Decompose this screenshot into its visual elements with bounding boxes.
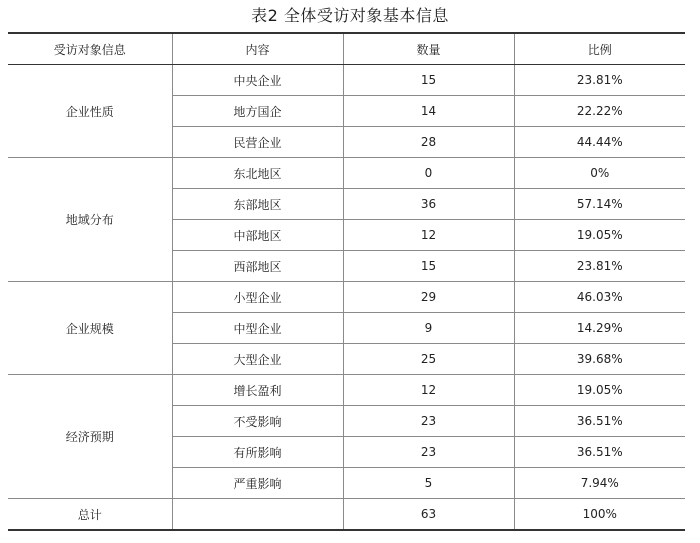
count-cell: 0 (343, 158, 514, 189)
count-cell: 15 (343, 251, 514, 282)
count-cell: 23 (343, 437, 514, 468)
table-row (8, 375, 685, 406)
category-cell: 地域分布 (8, 158, 172, 282)
ratio-cell: 19.05% (514, 220, 685, 251)
item-cell: 中部地区 (172, 220, 343, 251)
total-row (8, 499, 685, 531)
total-label-cell: 总计 (8, 499, 172, 531)
count-cell: 28 (343, 127, 514, 158)
ratio-cell: 22.22% (514, 96, 685, 127)
header-ratio: 比例 (514, 33, 685, 65)
count-cell: 25 (343, 344, 514, 375)
item-cell: 严重影响 (172, 468, 343, 499)
count-cell: 12 (343, 220, 514, 251)
item-cell: 中型企业 (172, 313, 343, 344)
header-row (8, 33, 685, 65)
table-caption: 表2 全体受访对象基本信息 (251, 6, 449, 25)
table-row (8, 158, 685, 189)
ratio-cell: 0% (514, 158, 685, 189)
ratio-cell: 44.44% (514, 127, 685, 158)
category-cell: 企业规模 (8, 282, 172, 375)
total-count-cell: 63 (343, 499, 514, 531)
count-cell: 9 (343, 313, 514, 344)
item-cell: 增长盈利 (172, 375, 343, 406)
ratio-cell: 19.05% (514, 375, 685, 406)
item-cell: 西部地区 (172, 251, 343, 282)
item-cell: 民营企业 (172, 127, 343, 158)
item-cell: 东北地区 (172, 158, 343, 189)
count-cell: 29 (343, 282, 514, 313)
item-cell: 有所影响 (172, 437, 343, 468)
item-cell: 东部地区 (172, 189, 343, 220)
respondent-info-table (8, 32, 685, 531)
item-cell: 中央企业 (172, 65, 343, 96)
count-cell: 5 (343, 468, 514, 499)
ratio-cell: 23.81% (514, 65, 685, 96)
count-cell: 14 (343, 96, 514, 127)
ratio-cell: 46.03% (514, 282, 685, 313)
header-respondent-info: 受访对象信息 (8, 33, 172, 65)
ratio-cell: 36.51% (514, 437, 685, 468)
count-cell: 12 (343, 375, 514, 406)
table-row (8, 65, 685, 96)
header-content: 内容 (172, 33, 343, 65)
header-count: 数量 (343, 33, 514, 65)
total-item-cell (172, 499, 343, 531)
total-ratio-cell: 100% (514, 499, 685, 531)
table-row (8, 282, 685, 313)
ratio-cell: 36.51% (514, 406, 685, 437)
category-cell: 经济预期 (8, 375, 172, 499)
category-cell: 企业性质 (8, 65, 172, 158)
item-cell: 地方国企 (172, 96, 343, 127)
ratio-cell: 7.94% (514, 468, 685, 499)
ratio-cell: 14.29% (514, 313, 685, 344)
count-cell: 36 (343, 189, 514, 220)
ratio-cell: 39.68% (514, 344, 685, 375)
item-cell: 小型企业 (172, 282, 343, 313)
ratio-cell: 57.14% (514, 189, 685, 220)
ratio-cell: 23.81% (514, 251, 685, 282)
count-cell: 23 (343, 406, 514, 437)
count-cell: 15 (343, 65, 514, 96)
item-cell: 不受影响 (172, 406, 343, 437)
item-cell: 大型企业 (172, 344, 343, 375)
